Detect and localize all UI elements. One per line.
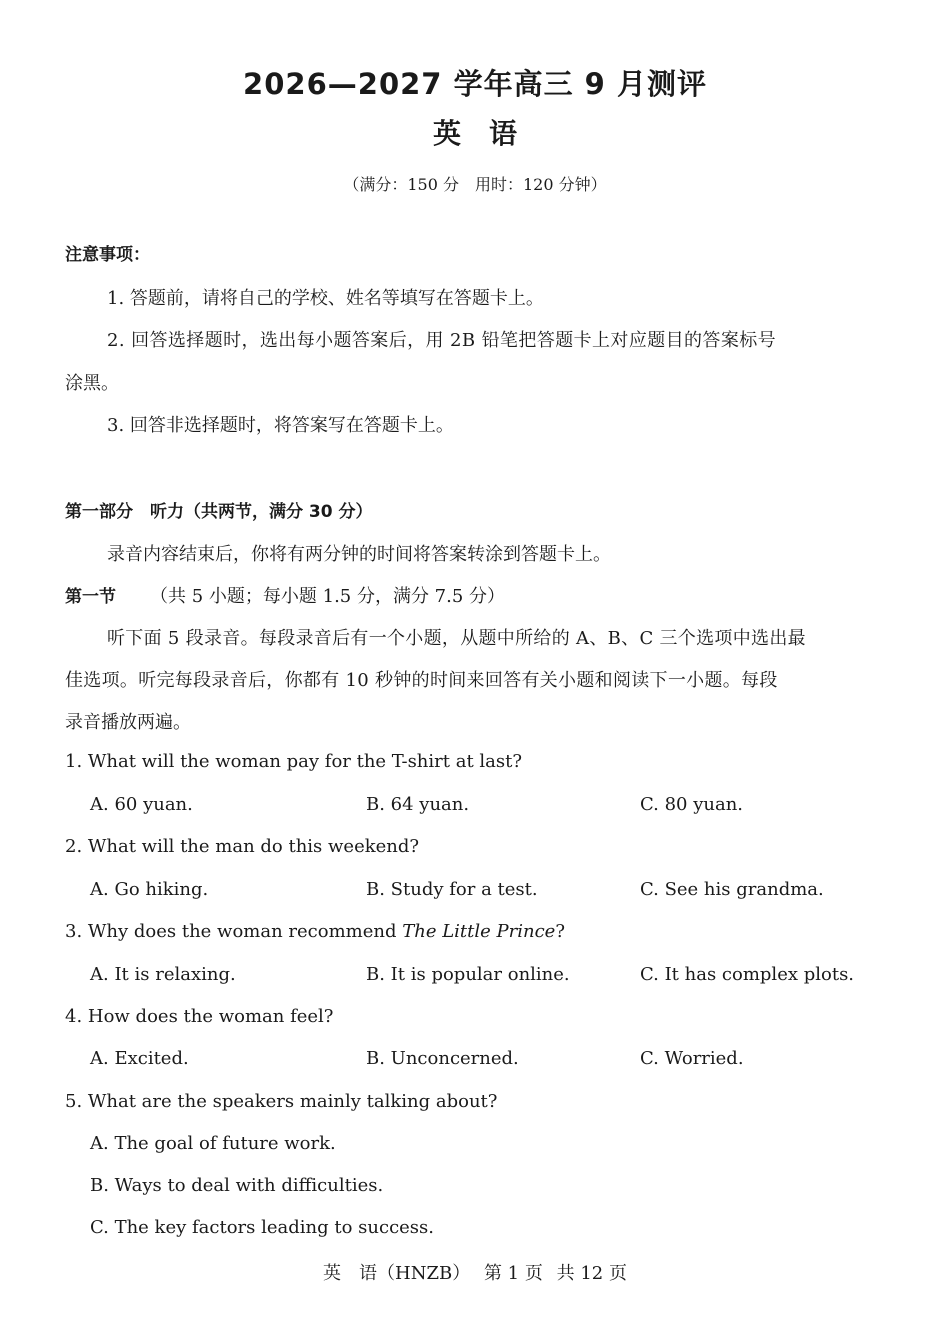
question-2-option-c: C. See his grandma. <box>640 879 824 900</box>
notice-item-2-cont: 涂黑。 <box>65 373 119 394</box>
question-3-text: 3. Why does the woman recommend <box>65 921 403 942</box>
question-3-mark: ? <box>555 921 565 942</box>
question-1: 1. What will the woman pay for the T-shirt at last? <box>65 751 523 772</box>
question-1-option-c: C. 80 yuan. <box>640 794 744 815</box>
notice-item-1: 1. 答题前，请将自己的学校、姓名等填写在答题卡上。 <box>107 288 544 309</box>
footer-subject: 英 语（HNZB） <box>323 1263 471 1284</box>
question-5-option-a: A. The goal of future work. <box>90 1133 336 1154</box>
footer-page-number: 第 1 页 <box>483 1263 543 1284</box>
question-4: 4. How does the woman feel? <box>65 1006 334 1027</box>
question-5: 5. What are the speakers mainly talking about? <box>65 1091 498 1112</box>
question-4-option-b: B. Unconcerned. <box>366 1048 519 1069</box>
question-2-option-a: A. Go hiking. <box>90 879 209 900</box>
question-5-option-c: C. The key factors leading to success. <box>90 1217 434 1238</box>
score-time-info: （满分：150 分 用时：120 分钟） <box>343 175 607 194</box>
notice-item-3: 3. 回答非选择题时，将答案写在答题卡上。 <box>107 415 454 436</box>
notice-heading: 注意事项： <box>65 245 150 265</box>
question-4-option-a: A. Excited. <box>90 1048 189 1069</box>
section1-info: （共 5 小题；每小题 1.5 分，满分 7.5 分） <box>150 586 506 607</box>
question-3 <box>65 921 565 942</box>
question-3-option-b: B. It is popular online. <box>366 964 570 985</box>
question-3-option-a: A. It is relaxing. <box>90 964 236 985</box>
exam-title: 2026—2027 学年高三 9 月测评 <box>243 67 707 101</box>
question-3-option-c: C. It has complex plots. <box>640 964 855 985</box>
subject-title: 英 语 <box>432 117 517 150</box>
question-2-option-b: B. Study for a test. <box>366 879 538 900</box>
notice-item-2: 2. 回答选择题时，选出每小题答案后，用 2B 铅笔把答题卡上对应题目的答案标号 <box>107 330 777 351</box>
section1-instructions-1: 听下面 5 段录音。每段录音后有一个小题，从题中所给的 A、B、C 三个选项中选出最 <box>107 628 806 649</box>
question-2: 2. What will the man do this weekend? <box>65 836 420 857</box>
question-1-option-a: A. 60 yuan. <box>90 794 193 815</box>
section1-instructions-2: 佳选项。听完每段录音后，你都有 10 秒钟的时间来回答有关小题和阅读下一小题。每段 <box>65 670 778 691</box>
question-4-option-c: C. Worried. <box>640 1048 744 1069</box>
question-3-book-title: The Little Prince <box>402 921 556 942</box>
page-footer <box>0 1259 950 1285</box>
question-5-option-b: B. Ways to deal with difficulties. <box>90 1175 384 1196</box>
part1-note: 录音内容结束后，你将有两分钟的时间将答案转涂到答题卡上。 <box>107 544 611 565</box>
section1-heading: 第一节 <box>65 587 116 607</box>
footer-total-pages: 共 12 页 <box>556 1263 627 1284</box>
question-1-option-b: B. 64 yuan. <box>366 794 470 815</box>
section1-instructions-3: 录音播放两遍。 <box>65 712 191 733</box>
part1-heading: 第一部分 听力（共两节，满分 30 分） <box>65 502 373 522</box>
